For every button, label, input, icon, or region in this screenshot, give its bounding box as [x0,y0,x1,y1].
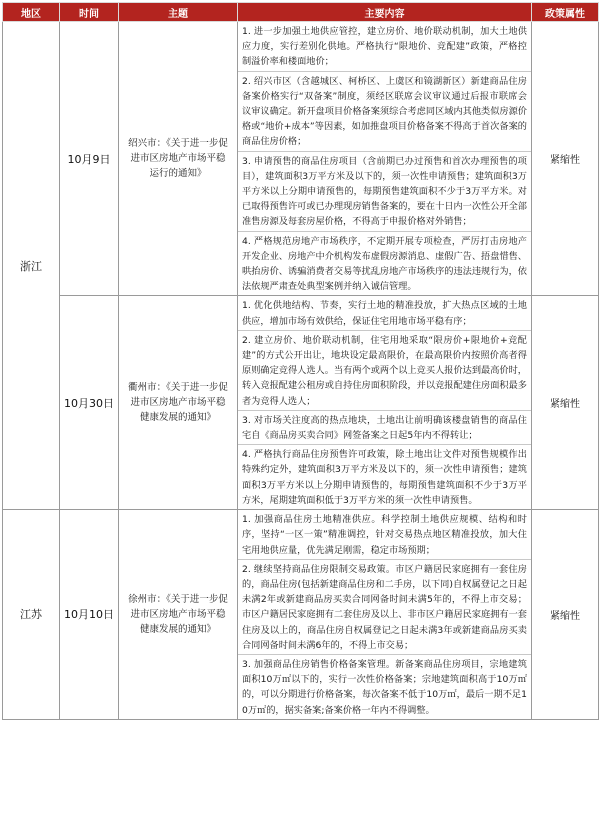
header-content: 主要内容 [238,3,532,22]
content-item: 4. 严格执行商品住房预售许可政策，除土地出让文件对预售规模作出特殊约定外，建筑面积3万平方米及以下的，须一次性申请预售；建筑面积3万平方米以上分期申请预售的，每期预售建筑面积不少于3万平方米，尾期建筑面积低于3万平方米的须一次性申请预售。 [242,449,527,506]
table-row [3,510,599,720]
content-cell [238,22,532,296]
date-cell: 10月30日 [60,296,119,510]
date-cell: 10月10日 [60,510,119,720]
content-item: 4. 严格规范房地产市场秩序，不定期开展专项检查，严厉打击房地产开发企业、房地产中介机构发布虚假房源消息、虚假广告、捂盘惜售、哄抬房价、诱骗消费者交易等扰乱房地产市场秩序的违法违规行为，依法依规严肃查处典型案例并纳入诚信管理。 [242,235,527,293]
document-title: 徐州市：《关于进一步促进市区房地产市场平稳健康发展的通知》 [119,510,238,720]
document-title: 衢州市：《关于进一步促进市区房地产市场平稳健康发展的通知》 [119,296,238,510]
policy-nature-cell: 紧缩性 [532,510,599,720]
content-cell [238,296,532,510]
header-topic: 主题 [119,3,238,22]
content-item: 1. 优化供地结构、节奏，实行土地的精准投放，扩大热点区域的土地供应，增加市场有效供给，保证住宅用地市场平稳有序； [238,296,531,330]
content-item: 1. 进一步加强土地供应管控，建立房价、地价联动机制，加大土地供应力度，实行差别化供地。严格执行“限地价、竞配建”政策，严格控制溢价率和楼面地价； [238,22,531,72]
header-row [3,3,599,22]
content-item: 3. 申请预售的商品住房项目（含前期已办过预售和首次办理预售的项目），建筑面积3万平方米及以下的，须一次性申请预售；建筑面积3万平方米以上分期申请预售的，每期预售建筑面积不少于3万平方米。对已取得预售许可或已办理现房销售备案的，要在十日内一次性公开全部准售房源及每套房屋价格，不得高于申报价格对外销售； [238,152,531,232]
table-row [3,296,599,510]
region-cell: 江苏 [3,510,60,720]
date-cell: 10月9日 [60,22,119,296]
table-row [3,22,599,296]
content-item: 2. 继续坚持商品住房限制交易政策。市区户籍居民家庭拥有一套住房的，商品住房(包括新建商品住房和二手房，以下同)自权属登记之日起未满2年或新建商品房买卖合同网备时间未满5年的，不得上市交易；市区户籍居民家庭拥有二套住房及以上、非市区户籍居民家庭拥有一套住房及以上的，商品住房自权属登记之日起未满3年或新建商品房买卖合同网备时间未满6年的，不得上市交易； [238,560,531,655]
content-item: 3. 加强商品住房销售价格备案管理。新备案商品住房项目，宗地建筑面积10万㎡以下的，实行一次性价格备案；宗地建筑面积高于10万㎡的，可以分期进行价格备案，每次备案不低于10万㎡，最后一期不足10万㎡的，据实备案;备案价格一年内不得调整。 [242,658,527,716]
policy-nature-cell: 紧缩性 [532,296,599,510]
content-item: 3. 对市场关注度高的热点地块，土地出让前明确该楼盘销售的商品住宅自《商品房买卖合同》网签备案之日起5年内不得转让； [238,411,531,445]
region-cell: 浙江 [3,22,60,510]
content-item: 2. 绍兴市区（含越城区、柯桥区、上虞区和镜湖新区）新建商品住房备案价格实行“双备案”制度，须经区联席会议审议通过后报市联席会议审议确定。新开盘项目价格备案须综合考虑同区域内其他类似房源价格或“地价+成本”等因素，如加推盘项目价格备案不得高于首次备案的商品住房价格； [238,72,531,152]
document-title: 绍兴市：《关于进一步促进市区房地产市场平稳运行的通知》 [119,22,238,296]
header-date: 时间 [60,3,119,22]
policy-table [2,2,599,720]
content-item: 1. 加强商品住房土地精准供应。科学控制土地供应规模、结构和时序，坚持“一区一策”精准调控，针对交易热点地区精准投放，加大住宅用地供应量，优先满足刚需，稳定市场预期； [238,510,531,560]
content-cell [238,510,532,720]
header-nature: 政策属性 [532,3,599,22]
header-region: 地区 [3,3,60,22]
policy-nature-cell: 紧缩性 [532,22,599,296]
content-item: 2. 建立房价、地价联动机制，住宅用地采取“限房价+限地价+竞配建”的方式公开出让，地块设定最高限价，在最高限价内按照价高者得原则确定竞得人选人。当有两个或两个以上竞买人报价达到最高价时，转入竞报配建公租房或自持住房面积阶段，并以竞报配建住房面积最多者为竞得人选人； [238,331,531,411]
